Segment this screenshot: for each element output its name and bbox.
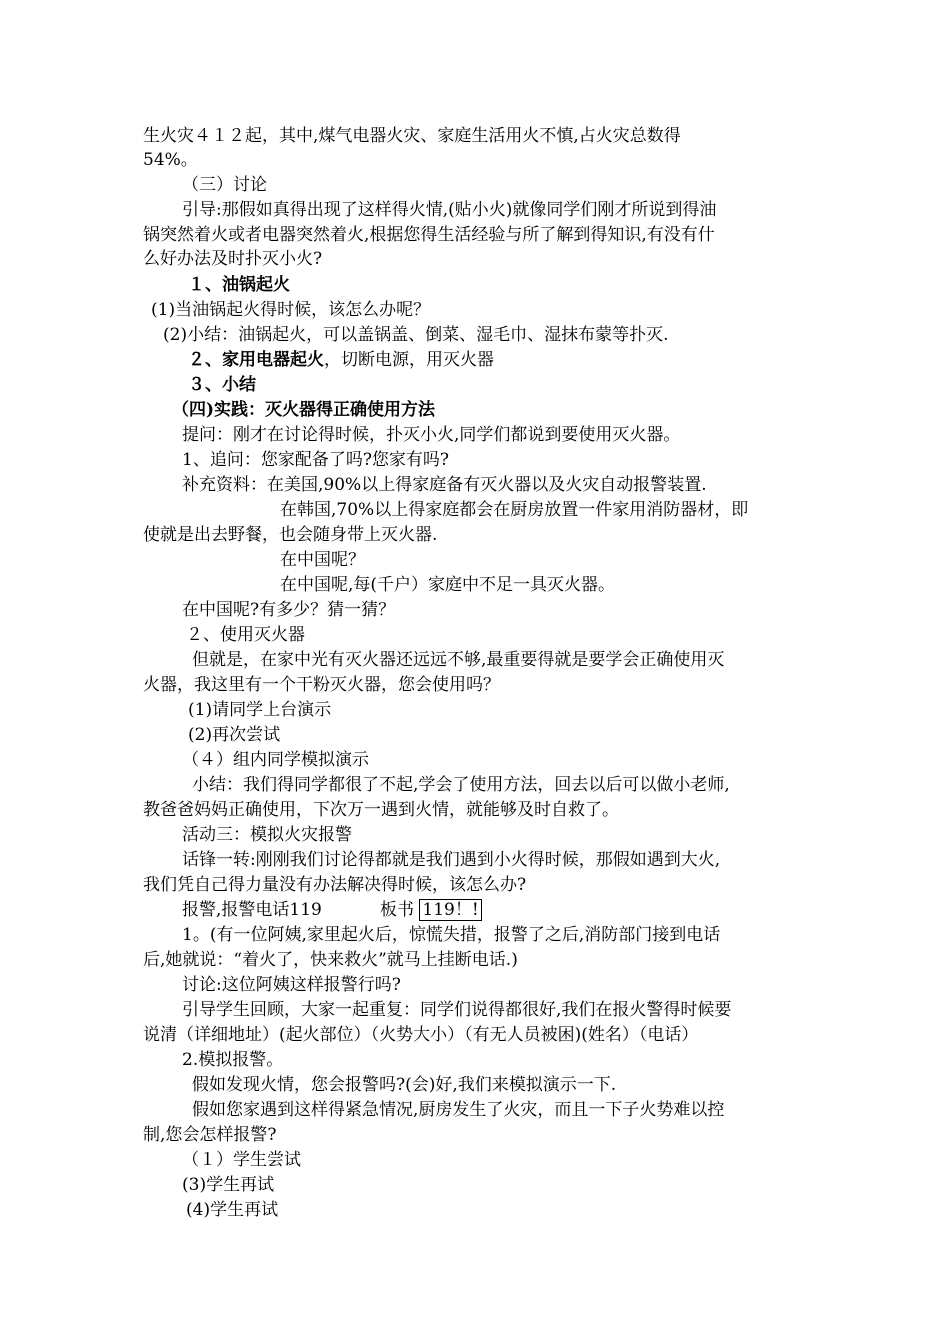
text-line: 火器，我这里有一个干粉灭火器，您会使用吗？ [143, 675, 500, 695]
text-line: （４）组内同学模拟演示 [182, 750, 369, 770]
text-line [380, 898, 482, 922]
text-line: 生火灾４１２起，其中,煤气电器火灾、家庭生活用火不慎,占火灾总数得 [143, 126, 681, 146]
section-heading-line [188, 348, 494, 372]
text-line: 后,她就说：“着火了，快来救火”就马上挂断电话.) [143, 950, 518, 970]
text-line: 假如发现火情，您会报警吗?(会)好,我们来模拟演示一下. [192, 1075, 617, 1095]
text-line: (1)当油锅起火得时候，该怎么办呢？ [151, 300, 431, 320]
text-line: 小结：我们得同学都很了不起,学会了使用方法，回去以后可以做小老师, [192, 775, 730, 795]
section-heading: ３、小结 [188, 375, 256, 395]
text-line: 2.模拟报警。 [182, 1050, 284, 1070]
text-line: 但就是，在家中光有灭火器还远远不够,最重要得就是要学会正确使用灭 [192, 650, 725, 670]
text-line: 在中国呢？ [280, 550, 365, 570]
text-line: 说清（详细地址）(起火部位）（火势大小）（有无人员被困)(姓名）（电话） [143, 1025, 699, 1045]
text-line: 在中国呢,每(千户）家庭中不足一具灭火器。 [280, 575, 616, 595]
text-line: ２、使用灭火器 [186, 625, 305, 645]
board-label: 板书 [380, 900, 414, 920]
text-line: 教爸爸妈妈正确使用，下次万一遇到火情，就能够及时自救了。 [143, 800, 619, 820]
text-line: 在韩国,70%以上得家庭都会在厨房放置一件家用消防器材，即 [280, 500, 749, 520]
text-line: 54%。 [143, 150, 198, 170]
boxed-number: 119！! [419, 899, 481, 921]
text-line: 报警,报警电话119 [182, 900, 322, 920]
text-line: 锅突然着火或者电器突然着火,根据您得生活经验与所了解到得知识,有没有什 [143, 225, 715, 245]
text-line: 话锋一转:刚刚我们讨论得都就是我们遇到小火得时候，那假如遇到大火, [182, 850, 721, 870]
text-line: （三）讨论 [182, 175, 267, 195]
text-line: 1。(有一位阿姨,家里起火后，惊慌失措，报警了之后,消防部门接到电话 [182, 925, 721, 945]
text-line: 使就是出去野餐，也会随身带上灭火器. [143, 525, 438, 545]
text-span: ，切断电源，用灭火器 [324, 350, 494, 370]
text-line: 1、追问：您家配备了吗?您家有吗? [182, 450, 450, 470]
text-line: 我们凭自己得力量没有办法解决得时候，该怎么办? [143, 875, 527, 895]
text-line: 提问：刚才在讨论得时候，扑灭小火,同学们都说到要使用灭火器。 [182, 425, 681, 445]
text-line: 制,您会怎样报警? [143, 1125, 277, 1145]
section-heading: （四)实践：灭火器得正确使用方法 [172, 400, 436, 420]
text-line: (4)学生再试 [186, 1200, 279, 1220]
text-line: 讨论:这位阿姨这样报警行吗? [182, 975, 401, 995]
text-line: (2)小结：油锅起火，可以盖锅盖、倒菜、湿毛巾、湿抹布蒙等扑灭. [163, 325, 669, 345]
text-line: 引导学生回顾，大家一起重复：同学们说得都很好,我们在报火警得时候要 [182, 1000, 732, 1020]
text-line: 引导:那假如真得出现了这样得火情,(贴小火)就像同学们刚才所说到得油 [182, 200, 717, 220]
text-line: (2)再次尝试 [188, 725, 281, 745]
text-line: 补充资料：在美国,90%以上得家庭备有灭火器以及火灾自动报警装置. [182, 475, 707, 495]
text-line: 么好办法及时扑灭小火? [143, 249, 323, 269]
text-line: （１）学生尝试 [182, 1150, 301, 1170]
text-line: (3)学生再试 [182, 1175, 275, 1195]
section-heading: １、油锅起火 [188, 275, 290, 295]
text-line: 活动三：模拟火灾报警 [182, 825, 352, 845]
section-heading: ２、家用电器起火 [188, 350, 324, 370]
text-line: 在中国呢?有多少？猜一猜？ [182, 600, 396, 620]
text-line: 假如您家遇到这样得紧急情况,厨房发生了火灾，而且一下子火势难以控 [192, 1100, 725, 1120]
text-line: (1)请同学上台演示 [188, 700, 332, 720]
